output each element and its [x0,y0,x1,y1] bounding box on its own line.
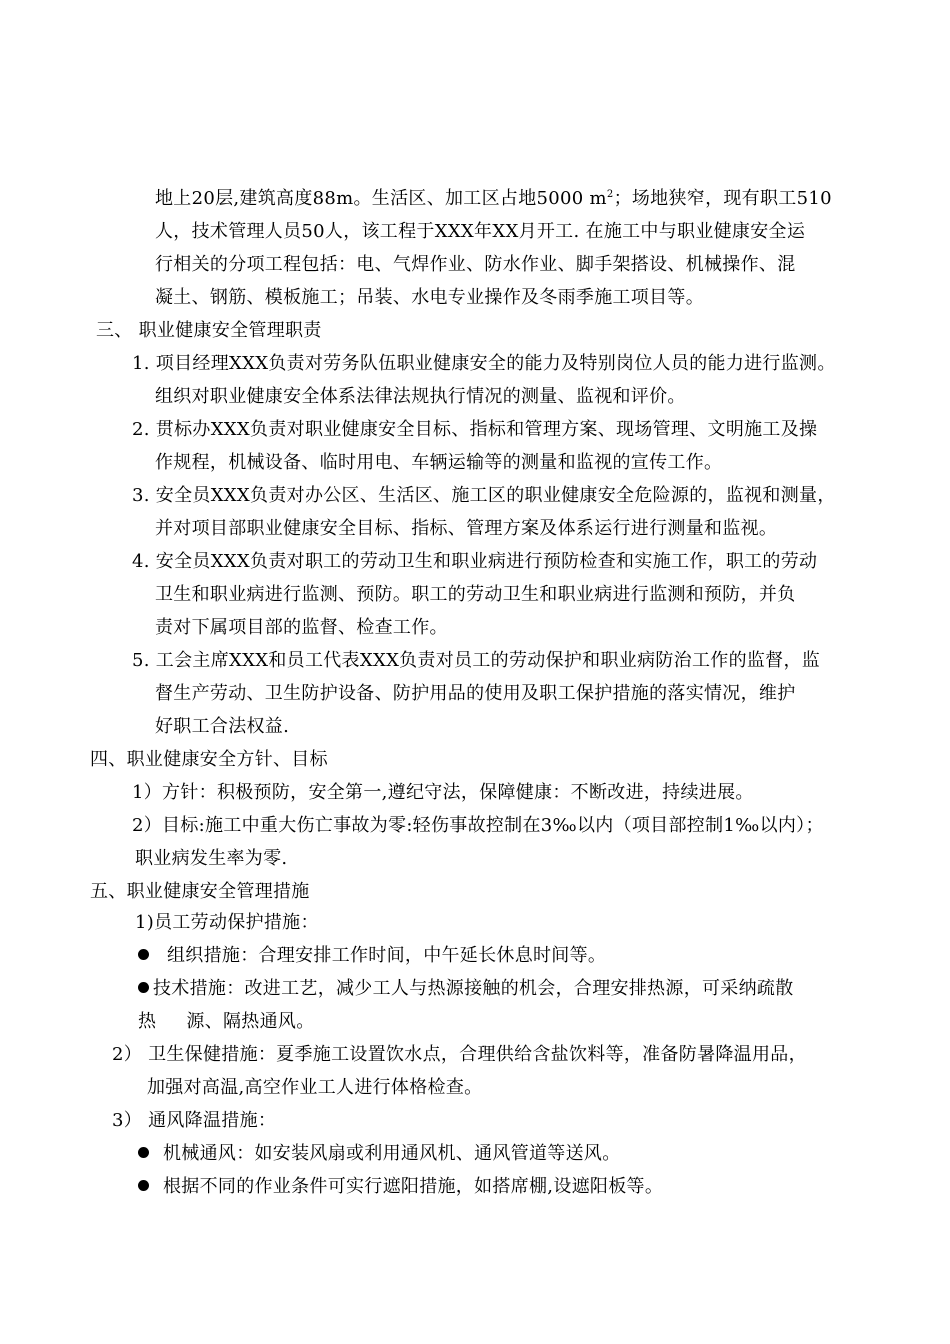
section-5-bullet-4: 根据不同的作业条件可实行遮阳措施，如搭席棚,设遮阳板等。 [138,1174,663,1200]
section-4-heading: 四、职业健康安全方针、目标 [90,749,328,770]
section-3-item-4-line-2: 卫生和职业病进行监测、预防。职工的劳动卫生和职业病进行监测和预防，并负 [155,584,796,605]
section-3-item-1-line-1: 1. 项目经理XXX负责对劳务队伍职业健康安全的能力及特别岗位人员的能力进行监测。 [132,353,836,374]
intro-line-3: 行相关的分项工程包括：电、气焊作业、防水作业、脚手架搭设、机械操作、混 [155,254,796,275]
section-5-sub-2-line-1: 2） 卫生保健措施：夏季施工设置饮水点，合理供给含盐饮料等，准备防暑降温用品， [112,1044,807,1065]
section-5-bullet-2-line-2: 热 源、隔热通风。 [138,1011,315,1032]
bullet-icon [138,1147,149,1158]
section-3-heading: 三、 职业健康安全管理职责 [96,320,322,341]
intro-line-1: 地上20层,建筑高度88m。生活区、加工区占地5000 $m^2$；场地狭窄，现有职工510 [155,188,832,209]
section-3-item-4-line-3: 责对下属项目部的监督、检查工作。 [155,617,448,638]
section-4-goal-line-2: 职业病发生率为零. [135,848,288,869]
section-3-item-5-line-1: 5. 工会主席XXX和员工代表XXX负责对员工的劳动保护和职业病防治工作的监督，监 [132,650,821,671]
section-3-item-4-line-1: 4. 安全员XXX负责对职工的劳动卫生和职业病进行预防检查和实施工作，职工的劳动 [132,551,818,572]
section-5-sub-2-line-2: 加强对高温,高空作业工人进行体格检查。 [147,1077,483,1098]
section-5-bullet-3: 机械通风：如安装风扇或利用通风机、通风管道等送风。 [138,1141,621,1167]
section-3-item-2-line-1: 2. 贯标办XXX负责对职业健康安全目标、指标和管理方案、现场管理、文明施工及操 [132,419,818,440]
bullet-icon [138,949,149,960]
intro-line-4: 凝土、钢筋、模板施工；吊装、水电专业操作及冬雨季施工项目等。 [155,287,704,308]
section-3-item-1-line-2: 组织对职业健康安全体系法律法规执行情况的测量、监视和评价。 [155,386,686,407]
section-3-item-2-line-2: 作规程，机械设备、临时用电、车辆运输等的测量和监视的宣传工作。 [155,452,723,473]
section-5-bullet-2-line-1: 技术措施：改进工艺，减少工人与热源接触的机会，合理安排热源，可采纳疏散 [138,976,794,1002]
section-5-sub-1: 1)员工劳动保护措施： [135,912,319,933]
intro-line-2: 人，技术管理人员50人，该工程于XXX年XX月开工. 在施工中与职业健康安全运 [155,221,806,242]
section-4-goal-line-1: 2）目标:施工中重大伤亡事故为零:轻伤事故控制在3‰以内（项目部控制1‰以内）； [132,815,824,836]
section-5-sub-3: 3） 通风降温措施： [112,1110,277,1131]
section-3-item-3-line-1: 3. 安全员XXX负责对办公区、生活区、施工区的职业健康安全危险源的，监视和测量， [132,485,836,506]
section-5-heading: 五、职业健康安全管理措施 [90,881,310,902]
section-3-item-5-line-2: 督生产劳动、卫生防护设备、防护用品的使用及职工保护措施的落实情况，维护 [155,683,796,704]
bullet-icon [138,982,149,993]
bullet-icon [138,1180,149,1191]
section-4-policy: 1）方针：积极预防，安全第一,遵纪守法，保障健康：不断改进，持续进展。 [132,782,754,803]
section-3-item-3-line-2: 并对项目部职业健康安全目标、指标、管理方案及体系运行进行测量和监视。 [155,518,778,539]
section-5-bullet-1: 组织措施：合理安排工作时间，中午延长休息时间等。 [138,943,606,969]
section-3-item-5-line-3: 好职工合法权益. [155,716,290,737]
